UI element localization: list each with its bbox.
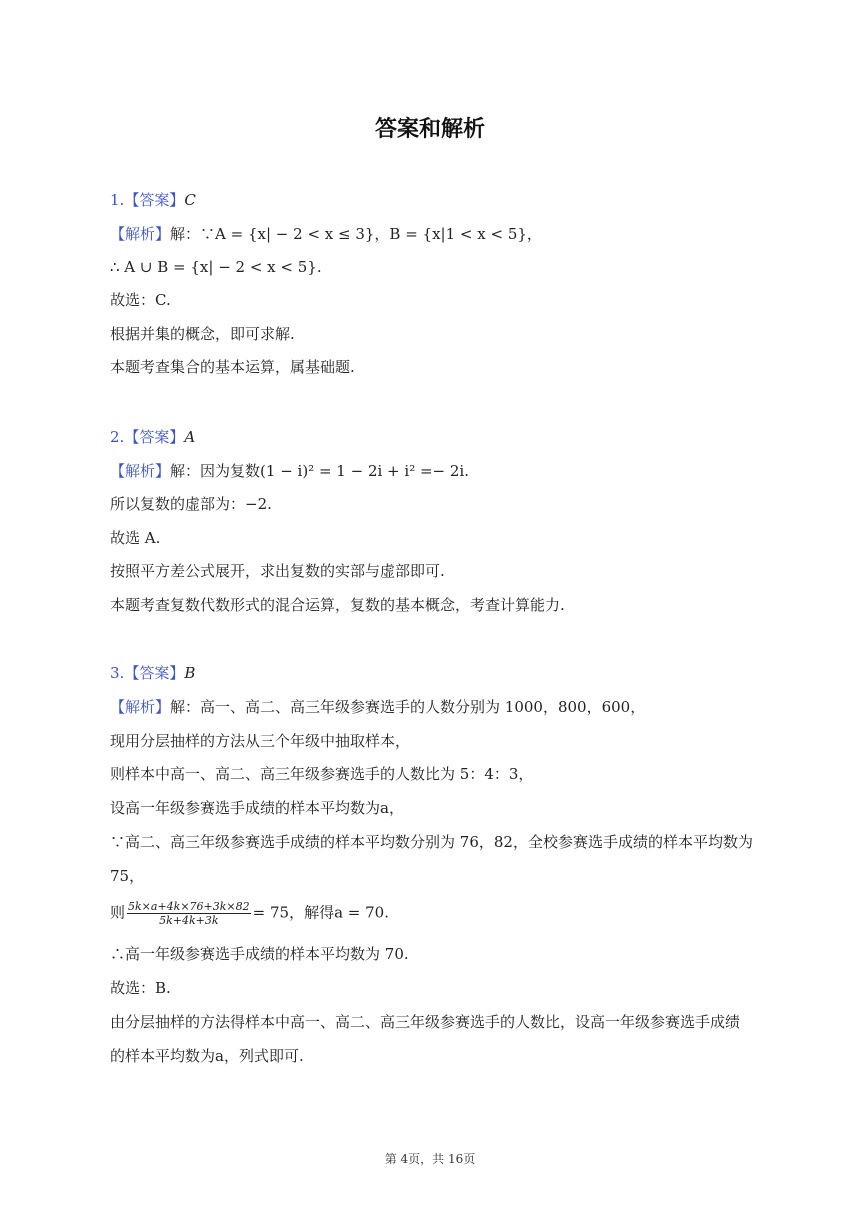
q3-analysis-tag: 【解析】 xyxy=(110,698,171,716)
q1-analysis-tag: 【解析】 xyxy=(110,225,171,243)
q3-line2: 现用分层抽样的方法从三个年级中抽取样本， xyxy=(110,732,411,750)
q3-line7-prefix: 则 xyxy=(110,903,126,922)
q1-line2: ∴ A ∪ B = {x| − 2 < x < 5}. xyxy=(110,258,322,276)
page-footer: 第 4页，共 16页 xyxy=(384,1152,476,1166)
q3-line10: 由分层抽样的方法得样本中高一、高二、高三年级参赛选手的人数比，设高一年级参赛选手成绩 xyxy=(110,1013,741,1031)
q3-answer-line xyxy=(110,663,195,683)
q2-analysis-line xyxy=(110,461,469,481)
q1-answer-line xyxy=(110,190,196,210)
q2-answer: A xyxy=(184,428,196,446)
q3-analysis-line xyxy=(110,697,645,717)
q3-answer: B xyxy=(184,664,196,682)
q2-line2: 所以复数的虚部为：−2. xyxy=(110,495,272,513)
q3-text: 解：高一、高二、高三年级参赛选手的人数分别为 1000，800，600， xyxy=(170,698,646,716)
q2-line4: 按照平方差公式展开，求出复数的实部与虚部即可. xyxy=(110,562,445,580)
q2-answer-line xyxy=(110,427,195,447)
q2-number: 2. xyxy=(110,428,125,446)
q2-answer-tag: 【答案】 xyxy=(124,428,185,446)
q2-analysis-tag: 【解析】 xyxy=(110,462,171,480)
q1-answer-tag: 【答案】 xyxy=(124,191,185,209)
q3-line8: ∴高一年级参赛选手成绩的样本平均数为 70. xyxy=(110,945,409,963)
q1-number: 1. xyxy=(110,191,125,209)
page-title: 答案和解析 xyxy=(374,117,485,142)
q3-answer-tag: 【答案】 xyxy=(124,664,185,682)
q1-line4: 根据并集的概念，即可求解. xyxy=(110,325,295,343)
q3-line7-suffix: = 75，解得a = 70. xyxy=(252,903,389,922)
q3-line4: 设高一年级参赛选手成绩的样本平均数为a， xyxy=(110,799,404,817)
q3-fraction-denominator: 5k+4k+3k xyxy=(159,914,219,927)
q2-text: 解：因为复数 xyxy=(170,462,261,480)
q3-line6: 75， xyxy=(110,867,145,885)
q2-math: (1 − i)² = 1 − 2i + i² =− 2i. xyxy=(260,462,469,480)
q3-line9: 故选：B. xyxy=(110,979,171,997)
q3-fraction xyxy=(127,900,251,927)
q3-line3: 则样本中高一、高二、高三年级参赛选手的人数比为 5：4：3， xyxy=(110,765,534,783)
q1-analysis-line xyxy=(110,224,542,244)
q3-number: 3. xyxy=(110,664,125,682)
q3-line11: 的样本平均数为a，列式即可. xyxy=(110,1047,304,1065)
q1-answer: C xyxy=(184,191,196,209)
q2-line3: 故选 A. xyxy=(110,529,161,547)
q2-line5: 本题考查复数代数形式的混合运算，复数的基本概念，考查计算能力. xyxy=(110,596,565,614)
q1-line5: 本题考查集合的基本运算，属基础题. xyxy=(110,358,355,376)
q3-line5: ∵高二、高三年级参赛选手成绩的样本平均数分别为 76，82，全校参赛选手成绩的样本平均数为 xyxy=(110,833,753,851)
q3-fraction-numerator: 5k×a+4k×76+3k×82 xyxy=(128,900,250,913)
q3-line7 xyxy=(110,900,389,927)
q1-math: A = {x| − 2 < x ≤ 3}，B = {x|1 < x < 5}， xyxy=(215,225,542,243)
q1-text: 解：∵ xyxy=(170,225,216,243)
q1-line3: 故选：C. xyxy=(110,291,171,309)
